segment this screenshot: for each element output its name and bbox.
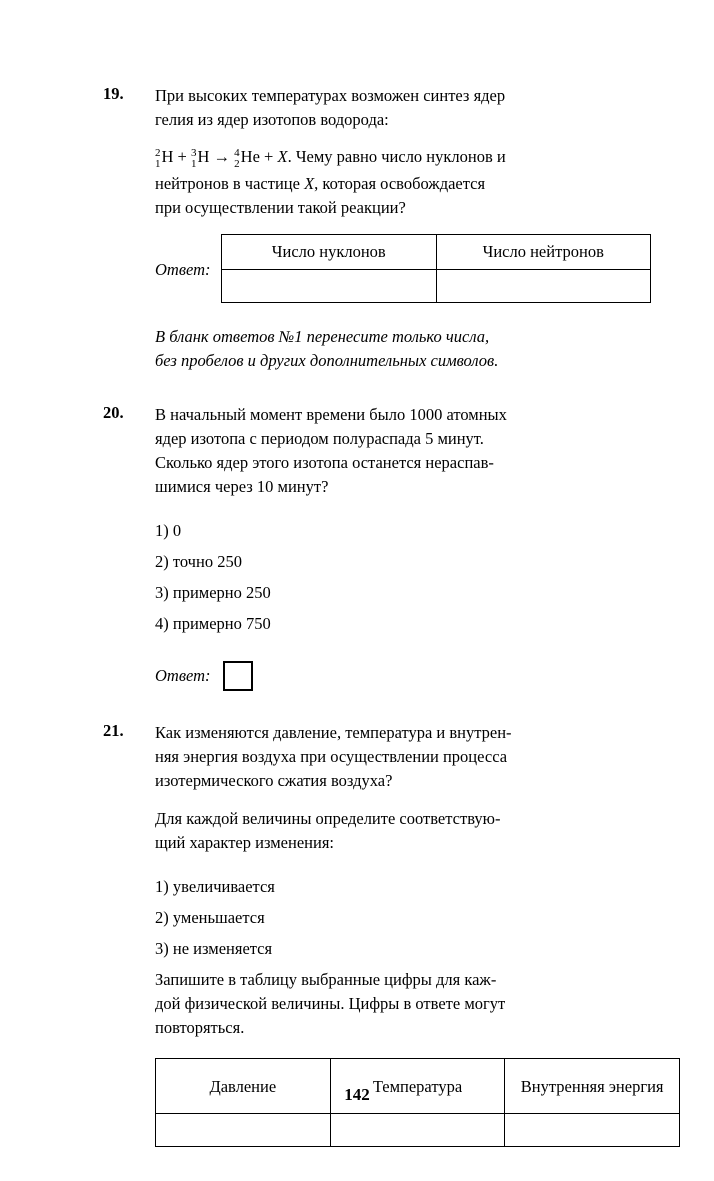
task-19-number: 19. <box>103 84 124 103</box>
task-19-question-part2b: , которая освобождается <box>314 174 486 193</box>
table-cell-nucleons-answer[interactable] <box>222 270 437 303</box>
task-19-note-line2: без пробелов и других дополнительных символов. <box>155 351 499 370</box>
task-19-question-x: X <box>304 174 315 193</box>
task-20-option-4[interactable]: 4) примерно 750 <box>155 614 271 633</box>
task-20-line3: Сколько ядер этого изотопа останется нераспав- <box>155 453 494 472</box>
table-header-row <box>222 235 651 270</box>
task-21-instr-line1: Для каждой величины определите соответствую- <box>155 809 501 828</box>
task-20-option-2[interactable]: 2) точно 250 <box>155 552 242 571</box>
task-19-question-line2 <box>155 172 683 196</box>
table-header-neutrons: Число нейтронов <box>436 235 651 270</box>
task-20-line2: ядер изотопа с периодом полураспада 5 минут. <box>155 429 484 448</box>
table-cell-internal-energy-answer[interactable] <box>505 1114 680 1147</box>
task-21-body <box>155 721 683 1147</box>
table-row <box>222 270 651 303</box>
task-19-body <box>155 84 683 373</box>
task-20-line4: шимися через 10 минут? <box>155 477 329 496</box>
isotope-h3-indices: 3 1 <box>190 146 197 170</box>
isotope-h2-symbol: H <box>161 147 174 166</box>
task-19-answer-row <box>155 234 683 303</box>
task-21-option-3[interactable]: 3) не изменяется <box>155 939 273 958</box>
task-19-question-line3: при осуществлении такой реакции? <box>155 198 406 217</box>
task-21-option-2[interactable]: 2) уменьшается <box>155 908 265 927</box>
task-21-tail-line2: дой физической величины. Цифры в ответе могут <box>155 994 506 1013</box>
task-20 <box>103 403 683 691</box>
table-cell-neutrons-answer[interactable] <box>436 270 651 303</box>
task-19-answer-label: Ответ: <box>155 260 211 279</box>
task-19-intro-line2: гелия из ядер изотопов водорода: <box>155 110 389 129</box>
task-21-line2: няя энергия воздуха при осуществлении процесса <box>155 747 508 766</box>
task-20-body <box>155 403 683 691</box>
task-19-question-part2a: нейтронов в частице <box>155 174 300 193</box>
task-21-line1: Как изменяются давление, температура и внутрен- <box>155 723 512 742</box>
nuclear-reaction-formula <box>155 146 292 170</box>
formula-period: . <box>287 147 292 166</box>
table-cell-pressure-answer[interactable] <box>156 1114 331 1147</box>
task-19-formula-line <box>155 144 683 170</box>
task-19-intro-line1: При высоких температурах возможен синтез ядер <box>155 86 506 105</box>
task-21-line3: изотермического сжатия воздуха? <box>155 771 393 790</box>
task-20-option-3[interactable]: 3) примерно 250 <box>155 583 271 602</box>
isotope-h2-indices: 2 1 <box>155 146 161 170</box>
table-header-internal-energy: Внутренняя энергия <box>505 1059 680 1114</box>
task-20-options <box>155 515 683 639</box>
page-content <box>103 84 683 1147</box>
isotope-he4-symbol: He <box>240 147 260 166</box>
task-20-answer-label: Ответ: <box>155 666 211 685</box>
task-21-tail-line3: повторяться. <box>155 1018 245 1037</box>
task-20-answer-row <box>155 661 683 691</box>
page-number: 142 <box>344 1085 370 1104</box>
task-21-option-1[interactable]: 1) увеличивается <box>155 877 275 896</box>
task-20-line1: В начальный момент времени было 1000 атомных <box>155 405 507 424</box>
task-19 <box>103 84 683 373</box>
formula-plus-2: + <box>264 147 274 166</box>
isotope-he4-indices: 4 2 <box>234 146 240 170</box>
table-cell-temperature-answer[interactable] <box>330 1114 505 1147</box>
formula-arrow: → <box>213 147 231 166</box>
task-20-option-1[interactable]: 1) 0 <box>155 521 182 540</box>
table-header-temperature: Температура <box>330 1059 505 1114</box>
task-20-number: 20. <box>103 403 124 422</box>
isotope-h3-symbol: H <box>197 147 210 166</box>
table-header-nucleons: Число нуклонов <box>222 235 437 270</box>
formula-x-symbol: X <box>277 147 288 166</box>
task-21-tail-line1: Запишите в таблицу выбранные цифры для каж- <box>155 970 497 989</box>
table-header-pressure: Давление <box>156 1059 331 1114</box>
formula-plus-1: + <box>177 147 187 166</box>
task-19-answer-table <box>221 234 651 303</box>
task-21-instr-line2: щий характер изменения: <box>155 833 334 852</box>
task-21 <box>103 721 683 1147</box>
task-20-answer-box[interactable] <box>223 661 253 691</box>
task-21-options <box>155 871 683 964</box>
table-row <box>156 1114 680 1147</box>
task-19-note-line1: В бланк ответов №1 перенесите только числа, <box>155 327 490 346</box>
task-21-number: 21. <box>103 721 124 740</box>
task-19-question-part1: Чему равно число нуклонов и <box>295 147 506 166</box>
